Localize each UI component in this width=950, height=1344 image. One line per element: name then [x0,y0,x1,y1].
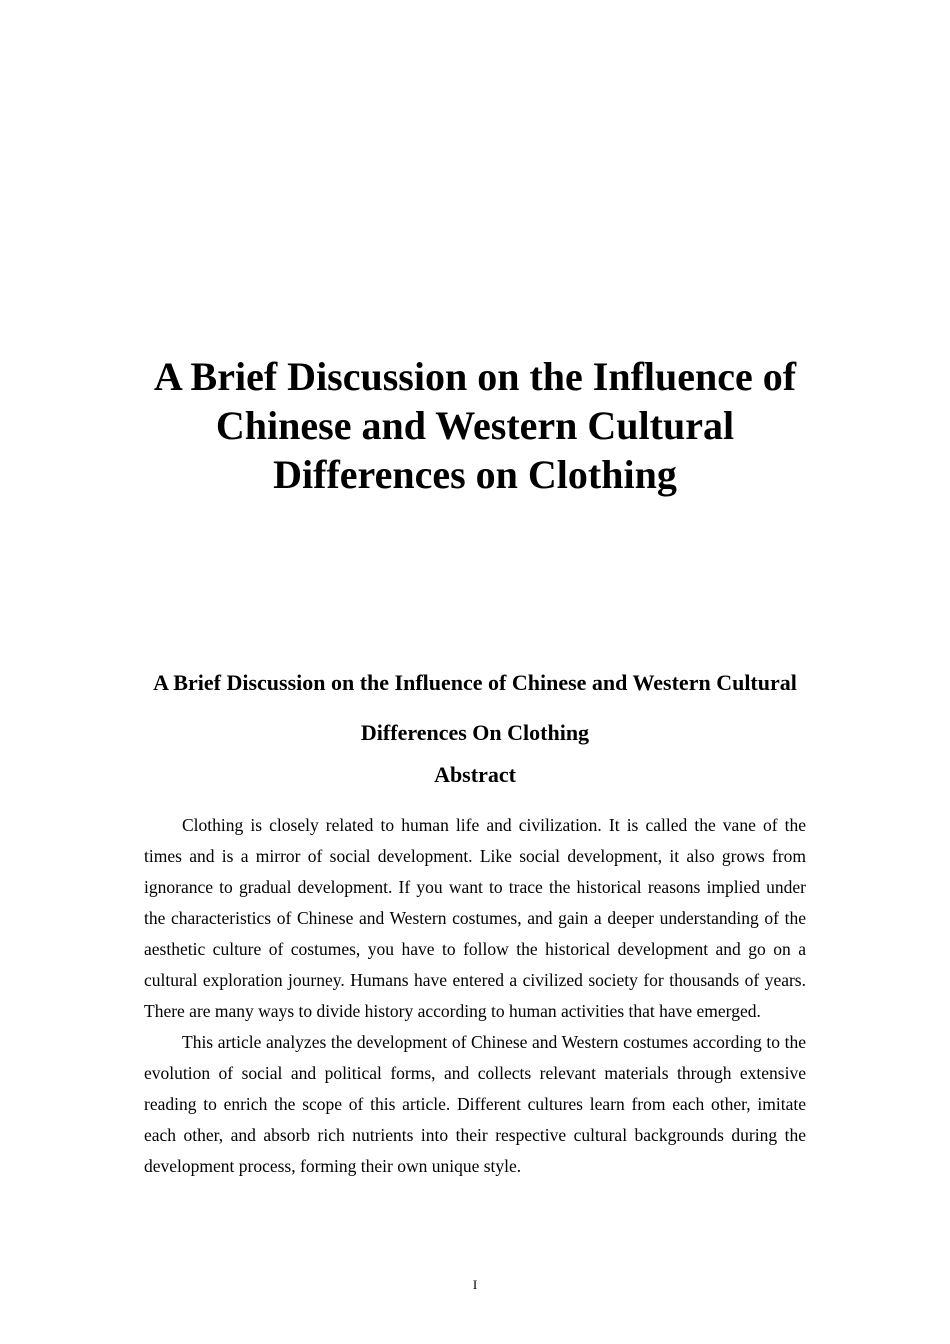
abstract-body [144,810,806,1182]
page-number: I [472,1277,478,1292]
abstract-heading: Abstract [434,762,516,787]
abstract-paragraph: Clothing is closely related to human life and civilization. It is called the vane of the times and is a mirror of social development. Like social development, it also grows from ignorance to gradual development. If you want to trace the historical reasons implied under the characteristics of Chinese and Western costumes, and gain a deeper understanding of the aesthetic culture of costumes, you have to follow the historical development and go on a cultural exploration journey. Humans have entered a civilized society for thousands of years. There are many ways to divide history according to human activities that have emerged. [144,815,806,1021]
main-title: A Brief Discussion on the Influence of Chinese and Western Cultural Differences on Clothing [153,354,797,497]
abstract-paragraph: This article analyzes the development of Chinese and Western costumes according to the evolution of social and political forms, and collects relevant materials through extensive reading to enrich the scope of this article. Different cultures learn from each other, imitate each other, and absorb rich nutrients into their respective cultural backgrounds during the development process, forming their own unique style. [144,1032,806,1176]
english-title: A Brief Discussion on the Influence of Chinese and Western Cultural Differences On Clothing [153,670,797,745]
